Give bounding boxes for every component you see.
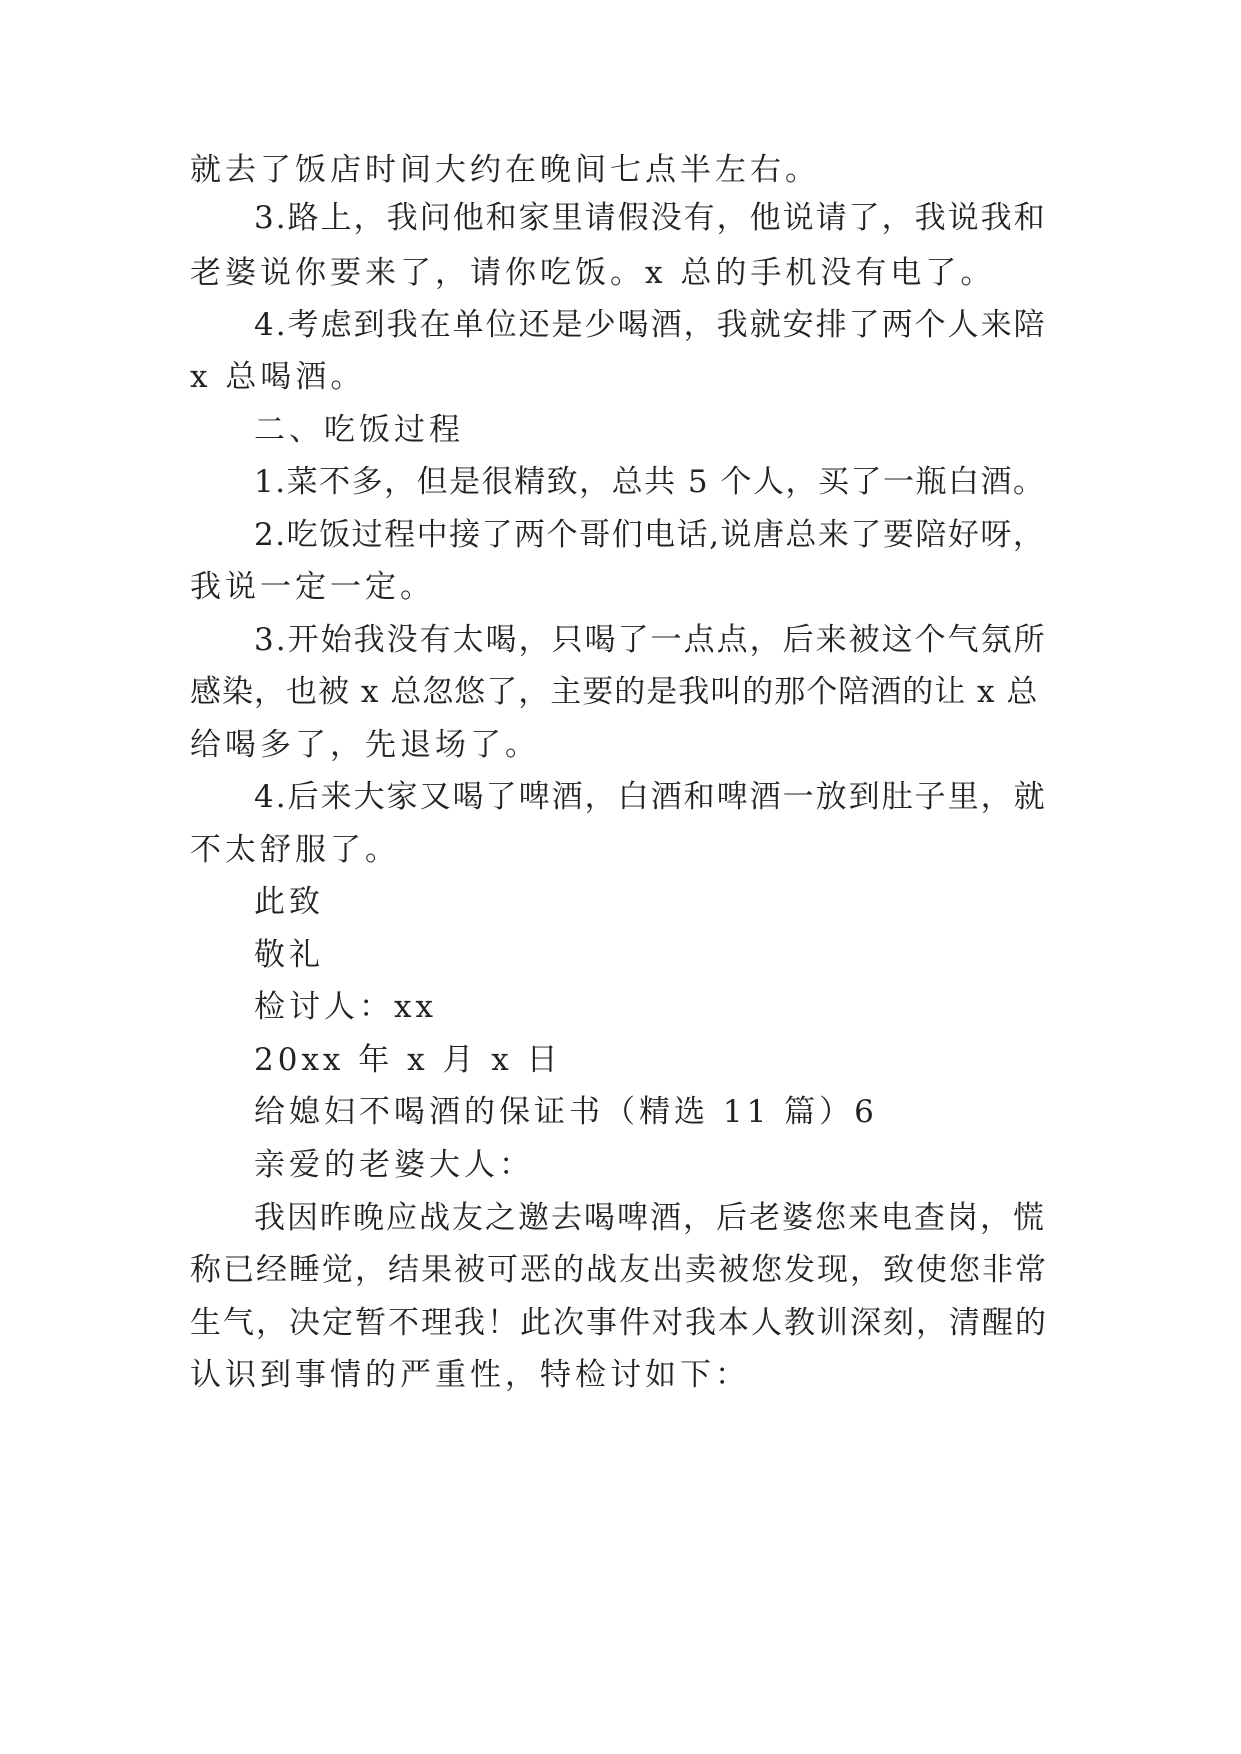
- paragraph-line-11: 感染，也被 x 总忽悠了，主要的是我叫的那个陪酒的让 x 总: [190, 674, 1039, 710]
- paragraph-line-2: 3.路上，我问他和家里请假没有，他说请了，我说我和: [254, 200, 1047, 236]
- paragraph-line-5: x 总喝酒。: [190, 359, 366, 395]
- paragraph-line-24: 认识到事情的严重性，特检讨如下：: [190, 1357, 750, 1393]
- document-title: 给媳妇不喝酒的保证书（精选 11 篇）6: [254, 1094, 878, 1130]
- letter-greeting: 亲爱的老婆大人：: [254, 1147, 534, 1183]
- signature-date: 20xx 年 x 月 x 日: [254, 1042, 562, 1078]
- paragraph-line-10: 3.开始我没有太喝，只喝了一点点，后来被这个气氛所: [254, 622, 1047, 658]
- paragraph-line-4: 4.考虑到我在单位还是少喝酒，我就安排了两个人来陪: [254, 307, 1047, 343]
- section-heading: 二、吃饭过程: [254, 412, 464, 448]
- paragraph-line-3: 老婆说你要来了，请你吃饭。x 总的手机没有电了。: [190, 255, 996, 291]
- closing-salutation: 此致: [254, 884, 324, 920]
- paragraph-line-13: 4.后来大家又喝了啤酒，白酒和啤酒一放到肚子里，就: [254, 779, 1047, 815]
- paragraph-line-8: 2.吃饭过程中接了两个哥们电话,说唐总来了要陪好呀，: [254, 517, 1046, 553]
- paragraph-line-22: 称已经睡觉，结果被可恶的战友出卖被您发现，致使您非常: [190, 1252, 1048, 1288]
- paragraph-line-14: 不太舒服了。: [190, 832, 400, 868]
- paragraph-line-12: 给喝多了，先退场了。: [190, 727, 540, 763]
- closing-regards: 敬礼: [254, 937, 324, 973]
- paragraph-line-23: 生气，决定暂不理我！此次事件对我本人教训深刻，清醒的: [190, 1305, 1048, 1341]
- paragraph-line-9: 我说一定一定。: [190, 569, 435, 605]
- paragraph-line-7: 1.菜不多，但是很精致，总共 5 个人，买了一瓶白酒。: [254, 464, 1046, 500]
- signature-name: 检讨人：xx: [254, 989, 437, 1025]
- paragraph-line-21: 我因昨晚应战友之邀去喝啤酒，后老婆您来电查岗，慌: [254, 1200, 1046, 1236]
- paragraph-line-1: 就去了饭店时间大约在晚间七点半左右。: [190, 152, 820, 188]
